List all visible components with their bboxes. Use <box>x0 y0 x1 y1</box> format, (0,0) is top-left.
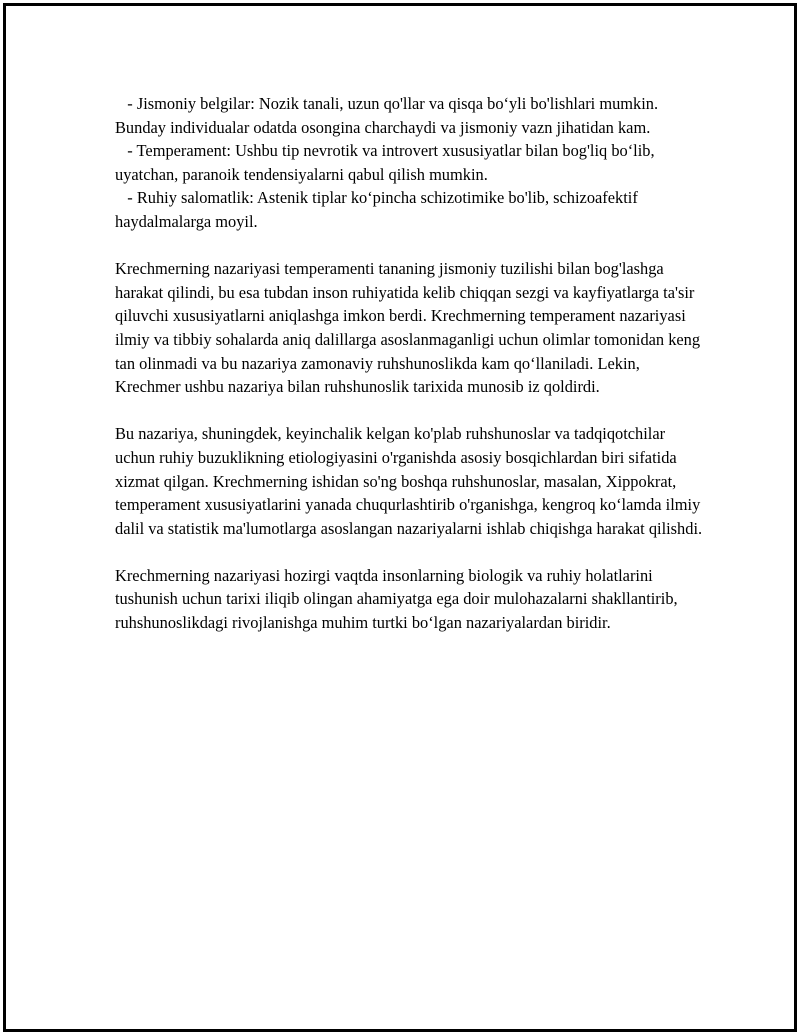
paragraph-gap <box>115 399 705 423</box>
bullet-list <box>115 92 705 234</box>
bullet-mental-health: - Ruhiy salomatlik: Astenik tiplar koʻpincha schizotimike bo'lib, schizoafektif haydalmalarga moyil. <box>115 188 642 231</box>
bullet-physical-traits: - Jismoniy belgilar: Nozik tanali, uzun qo'llar va qisqa boʻyli bo'lishlari mumkin. Bunday individualar odatda osongina charchaydi va jismoniy vazn jihatidan kam. <box>115 94 663 137</box>
paragraph-gap <box>115 540 705 564</box>
document-body <box>115 92 705 635</box>
paragraph-influence: Bu nazariya, shuningdek, keyinchalik kelgan ko'plab ruhshunoslar va tadqiqotchilar uchun ruhiy buzuklikning etiologiyasini o'rganishda asosiy bosqichlardan biri sifatida xizmat qilgan. Krechmerning ishidan so'ng boshqa ruhshunoslar, masalan, Xippokrat, temperament xususiyatlarini yanada chuqurlashtirib o'rganishga, kengroq koʻlamda ilmiy dalil va statistik ma'lumotlarga asoslangan nazariyalarni ishlab chiqishga harakat qilishdi. <box>115 424 703 538</box>
paragraph-conclusion: Krechmerning nazariyasi hozirgi vaqtda insonlarning biologik va ruhiy holatlarini tushunish uchun tarixi iliqib olingan ahamiyatga ega doir mulohazalarni shakllantirib, ruhshunoslikdagi rivojlanishga muhim turtki boʻlgan nazariyalardan biridir. <box>115 565 678 633</box>
paragraph-theory-overview: Krechmerning nazariyasi temperamenti tananing jismoniy tuzilishi bilan bog'lashga harakat qilindi, bu esa tubdan inson ruhiyatida kelib chiqqan sezgi va kayfiyatlarga ta'sir qiluvchi xususiyatlarni aniqlashga imkon berdi. Krechmerning temperament nazariyasi ilmiy va tibbiy sohalarda aniq dalillarga asoslanmaganligi uchun olimlar tomonidan keng tan olinmadi va bu nazariya zamonaviy ruhshunoslikda kam qoʻllaniladi. Lekin, Krechmer ushbu nazariya bilan ruhshunoslik tarixida munosib iz qoldirdi. <box>115 259 701 397</box>
bullet-temperament: - Temperament: Ushbu tip nevrotik va introvert xususiyatlar bilan bog'liq boʻlib, uyatchan, paranoik tendensiyalarni qabul qilish mumkin. <box>115 141 659 184</box>
paragraph-gap <box>115 234 705 258</box>
